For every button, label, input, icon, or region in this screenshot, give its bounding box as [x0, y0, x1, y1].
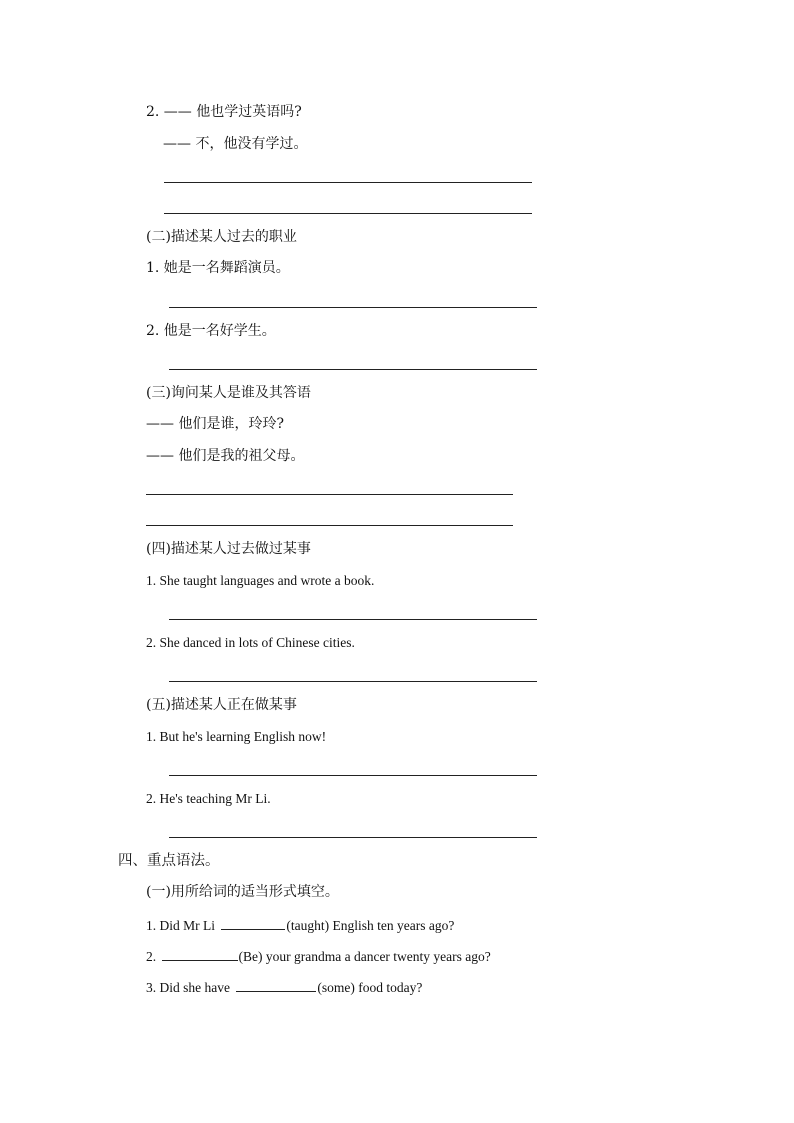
part2-heading: (二)描述某人过去的职业	[146, 229, 297, 245]
fill-q1-before: 1. Did Mr Li	[146, 918, 215, 933]
fill-question-2	[146, 947, 491, 966]
part2-item-2: 2. 他是一名好学生。	[146, 323, 276, 339]
q2-answer-line: —— 不，他没有学过。	[163, 136, 308, 152]
fill-question-1	[146, 916, 454, 935]
part2-item-1: 1. 她是一名舞蹈演员。	[146, 260, 290, 276]
answer-line[interactable]	[169, 307, 537, 308]
answer-line[interactable]	[146, 494, 513, 495]
fill-q1-after: (taught) English ten years ago?	[286, 918, 455, 933]
answer-line[interactable]	[169, 681, 537, 682]
fill-question-3	[146, 978, 422, 997]
answer-line[interactable]	[169, 369, 537, 370]
section4-title: 四、重点语法。	[118, 853, 220, 869]
part3-heading: (三)询问某人是谁及其答语	[146, 385, 311, 401]
part4-item-1: 1. She taught languages and wrote a book.	[146, 573, 375, 588]
part5-item-1: 1. But he's learning English now!	[146, 729, 327, 744]
fill-q3-after: (some) food today?	[317, 980, 423, 995]
part4-item-2: 2. She danced in lots of Chinese cities.	[146, 635, 355, 650]
answer-line[interactable]	[169, 619, 537, 620]
answer-line[interactable]	[169, 775, 537, 776]
answer-line[interactable]	[146, 525, 513, 526]
fill-q2-blank[interactable]	[162, 947, 238, 961]
part3-question-line: —— 他们是谁，玲玲?	[146, 416, 284, 432]
fill-q2-after: (Be) your grandma a dancer twenty years ago?	[238, 949, 491, 964]
part4-heading: (四)描述某人过去做过某事	[146, 541, 311, 557]
part3-answer-line: —— 他们是我的祖父母。	[146, 448, 305, 464]
fill-q1-blank[interactable]	[221, 916, 285, 930]
part5-heading: (五)描述某人正在做某事	[146, 697, 297, 713]
answer-line[interactable]	[169, 837, 537, 838]
answer-line[interactable]	[164, 182, 532, 183]
fill-q2-before: 2.	[146, 949, 157, 964]
q2-question-line: 2. —— 他也学过英语吗?	[146, 104, 302, 120]
section4-part1-heading: (一)用所给词的适当形式填空。	[146, 884, 339, 900]
fill-q3-before: 3. Did she have	[146, 980, 230, 995]
part5-item-2: 2. He's teaching Mr Li.	[146, 791, 271, 806]
answer-line[interactable]	[164, 213, 532, 214]
fill-q3-blank[interactable]	[236, 978, 316, 992]
